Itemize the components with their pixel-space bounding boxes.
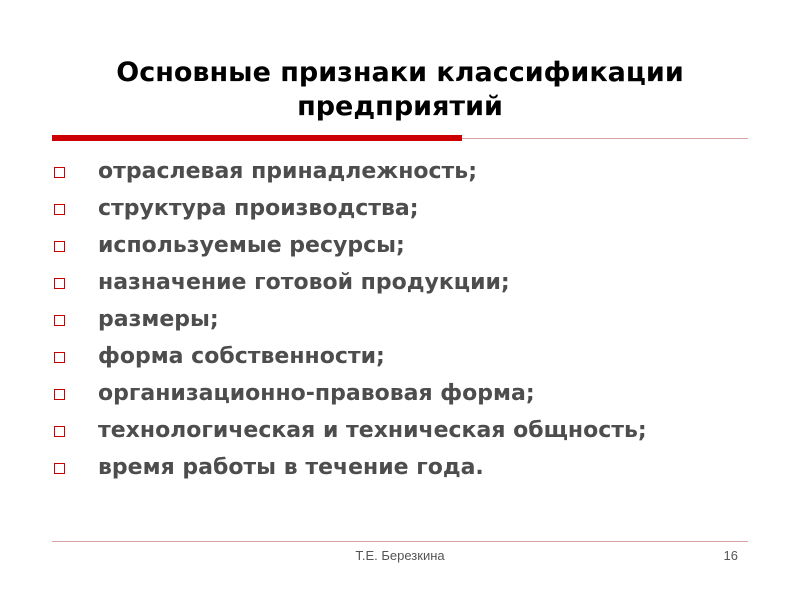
square-bullet-icon (54, 241, 65, 252)
list-item (52, 304, 752, 336)
square-bullet-icon (54, 278, 65, 289)
square-bullet-icon (54, 204, 65, 215)
list-item (52, 341, 752, 373)
list-item (52, 452, 752, 484)
footer-author: Т.Е. Березкина (355, 548, 445, 563)
footer-divider-line (52, 541, 748, 542)
list-item-text: организационно-правовая форма; (98, 381, 535, 406)
list-item-text: структура производства; (98, 196, 419, 221)
title-line-1: Основные признаки классификации (116, 57, 684, 88)
square-bullet-icon (54, 167, 65, 178)
list-item (52, 378, 752, 410)
list-item-text: используемые ресурсы; (98, 233, 405, 258)
list-item-text: время работы в течение года. (98, 455, 484, 480)
list-item-text: назначение готовой продукции; (98, 270, 510, 295)
list-item (52, 156, 752, 188)
classification-list (52, 156, 752, 489)
title-line-2: предприятий (297, 91, 503, 122)
list-item-text: отраслевая принадлежность; (98, 159, 478, 184)
list-item (52, 230, 752, 262)
slide-title (40, 56, 760, 124)
square-bullet-icon (54, 389, 65, 400)
list-item-text: размеры; (98, 307, 219, 332)
list-item-text: технологическая и техническая общность; (98, 418, 647, 443)
list-item (52, 193, 752, 225)
list-item (52, 267, 752, 299)
square-bullet-icon (54, 463, 65, 474)
list-item-text: форма собственности; (98, 344, 385, 369)
page-number: 16 (723, 548, 738, 563)
title-accent-bar (52, 135, 462, 141)
square-bullet-icon (54, 426, 65, 437)
list-item (52, 415, 752, 447)
square-bullet-icon (54, 315, 65, 326)
square-bullet-icon (54, 352, 65, 363)
